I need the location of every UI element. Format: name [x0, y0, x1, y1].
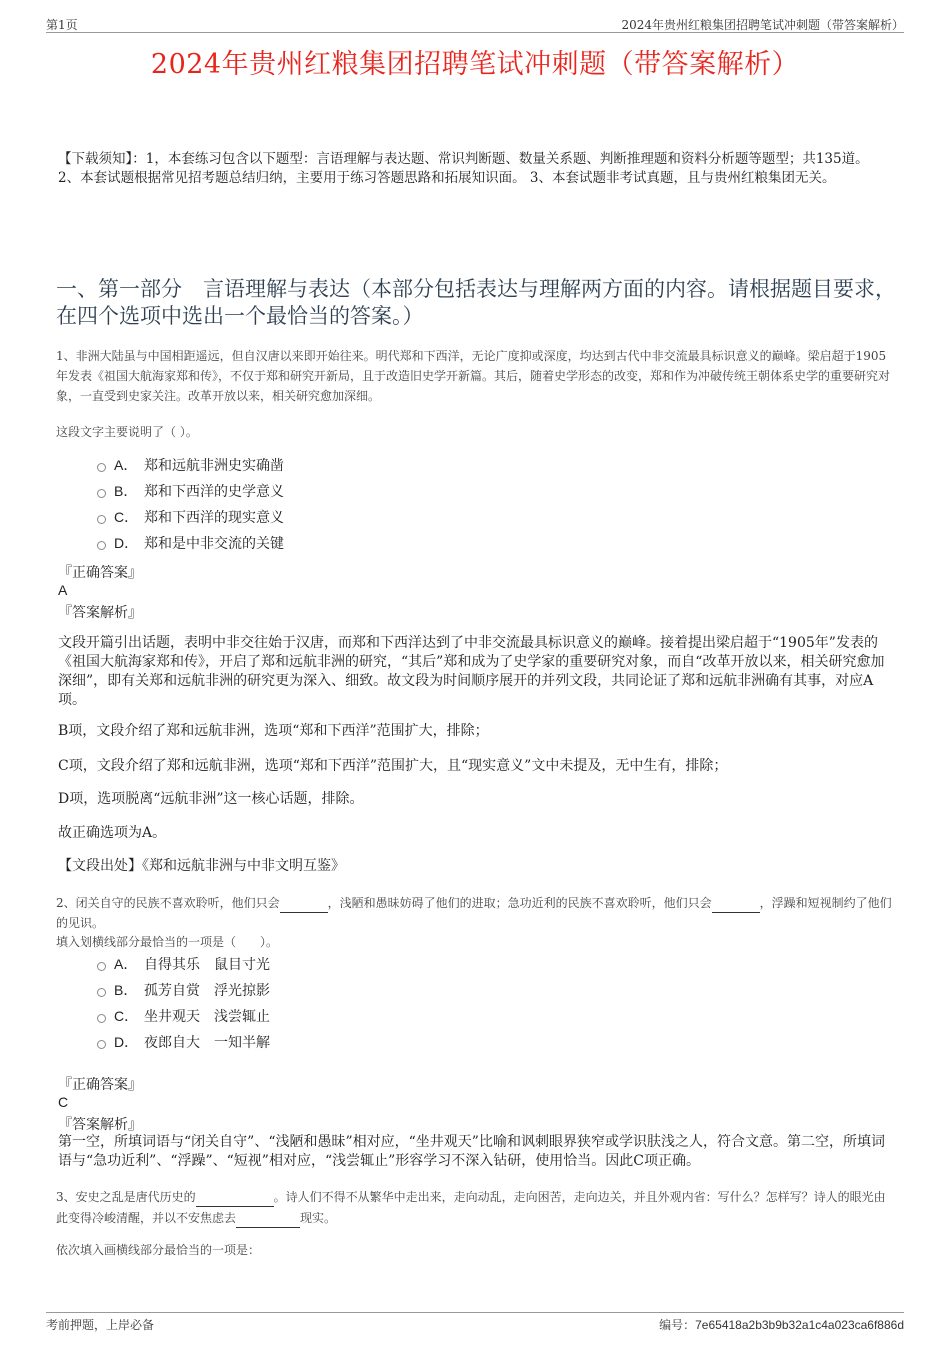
radio-icon[interactable] — [97, 541, 106, 550]
q1-option-d[interactable]: D． 郑和是中非交流的关键 — [97, 530, 284, 556]
q1-analysis-p4: D项，选项脱离“远航非洲”这一核心话题，排除。 — [58, 791, 364, 807]
q1-answer: A — [58, 582, 68, 598]
q1-source: 【文段出处】《郑和远航非洲与中非文明互鉴》 — [58, 858, 345, 874]
q2-answer: C — [58, 1094, 69, 1110]
radio-icon[interactable] — [97, 515, 106, 524]
download-notice: 【下载须知】：1，本套练习包含以下题型：言语理解与表达题、常识判断题、数量关系题、判断推理题和资料分析题等题型；共135道。 2、本套试题根据常见招考题总结归纳，主要用于练习答题思路和拓展知识面。 3、本套试题非考试真题，且与贵州红粮集团无关。 — [58, 151, 869, 186]
q1-stem: 1、非洲大陆虽与中国相距遥远，但自汉唐以来即开始往来。明代郑和下西洋，无论广度抑或深度，均达到古代中非交流最具标识意义的巅峰。梁启超于1905年发表《祖国大航海家郑和传》，不仅于郑和研究开新局，且于改造旧史学开新篇。其后，随着史学形态的改变，郑和作为冲破传统王朝体系史学的重要研究对象，一直受到史家关注。改革开放以来，相关研究愈加深细。 — [56, 349, 891, 403]
q2-blank-1[interactable] — [280, 892, 328, 913]
q2-prompt: 填入划横线部分最恰当的一项是（ ）。 — [56, 935, 279, 949]
q3-stem: 3、安史之乱是唐代历史的 。诗人们不得不从繁华中走出来，走向动乱，走向困苦，走向边关，并且外观内省：写什么？怎样写？诗人的眼光由此变得冷峻清醒，并以不安焦虑去 现实。 — [56, 1186, 896, 1228]
page-header — [46, 14, 904, 33]
section-heading: 一、第一部分 言语理解与表达（本部分包括表达与理解两方面的内容。请根据题目要求，在四个选项中选出一个最恰当的答案。） — [56, 277, 896, 328]
q3-prompt: 依次填入画横线部分最恰当的一项是： — [56, 1243, 261, 1257]
footer-code: 编号：7e65418a2b3b9b32a1c4a023ca6f886d — [659, 1318, 904, 1332]
footer-slogan: 考前押题，上岸必备 — [46, 1318, 155, 1332]
radio-icon[interactable] — [97, 489, 106, 498]
q1-analysis-p2: B项，文段介绍了郑和远航非洲，选项“郑和下西洋”范围扩大，排除； — [58, 723, 489, 739]
header-doc-title: 2024年贵州红粮集团招聘笔试冲刺题（带答案解析） — [621, 18, 904, 32]
q2-option-d[interactable]: D． 夜郎自大 一知半解 — [97, 1029, 270, 1055]
q2-option-a[interactable]: A． 自得其乐 鼠目寸光 — [97, 951, 270, 977]
radio-icon[interactable] — [97, 1014, 106, 1023]
q2-analysis-label: 『答案解析』 — [58, 1117, 142, 1133]
radio-icon[interactable] — [97, 463, 106, 472]
q1-analysis-p1: 文段开篇引出话题，表明中非交往始于汉唐，而郑和下西洋达到了中非交流最具标识意义的巅峰。接着提出梁启超于“1905年”发表的《祖国大航海家郑和传》，开启了郑和远航非洲的研究，“其后”郑和成为了史学家的重要研究对象，而自“改革开放以来，相关研究愈加深细”，即有关郑和远航非洲的研究更为深入、细致。故文段为时间顺序展开的并列文段，共同论证了郑和远航非洲确有其事，对应A项。 — [58, 635, 885, 708]
q1-option-c[interactable]: C． 郑和下西洋的现实意义 — [97, 504, 284, 530]
radio-icon[interactable] — [97, 988, 106, 997]
page-footer — [46, 1312, 904, 1333]
q2-correct-label: 『正确答案』 — [58, 1077, 142, 1093]
q2-stem: 2、闭关自守的民族不喜欢聆听，他们只会 ，浅陋和愚昧妨碍了他们的进取；急功近利的民族不喜欢聆听，他们只会 ，浮躁和短视制约了他们的见识。 — [56, 892, 896, 933]
radio-icon[interactable] — [97, 962, 106, 971]
q1-analysis-p5: 故正确选项为A。 — [58, 825, 167, 841]
q1-option-a[interactable]: A． 郑和远航非洲史实确凿 — [97, 452, 284, 478]
q1-options — [97, 452, 284, 556]
radio-icon[interactable] — [97, 1040, 106, 1049]
page-number: 第1页 — [46, 18, 78, 32]
q2-analysis: 第一空，所填词语与“闭关自守”、“浅陋和愚昧”相对应，“坐井观天”比喻和讽刺眼界狭窄或学识肤浅之人，符合文意。第二空，所填词语与“急功近利”、“浮躁”、“短视”相对应，“浅尝辄止”形容学习不深入钻研，使用恰当。因此C项正确。 — [58, 1134, 885, 1169]
q1-correct-label: 『正确答案』 — [58, 565, 142, 581]
q2-blank-2[interactable] — [712, 892, 760, 913]
q2-option-b[interactable]: B． 孤芳自赏 浮光掠影 — [97, 977, 270, 1003]
q1-prompt: 这段文字主要说明了（ ）。 — [56, 425, 198, 439]
q1-analysis-p3: C项，文段介绍了郑和远航非洲，选项“郑和下西洋”范围扩大，且“现实意义”文中未提及，无中生有，排除； — [58, 758, 728, 774]
q2-option-c[interactable]: C． 坐井观天 浅尝辄止 — [97, 1003, 270, 1029]
q1-analysis-label: 『答案解析』 — [58, 605, 142, 621]
q3-blank-2[interactable] — [236, 1207, 300, 1228]
q3-blank-1[interactable] — [196, 1186, 274, 1207]
document-title: 2024年贵州红粮集团招聘笔试冲刺题（带答案解析） — [150, 49, 800, 80]
q1-option-b[interactable]: B． 郑和下西洋的史学意义 — [97, 478, 284, 504]
q2-options — [97, 951, 270, 1055]
